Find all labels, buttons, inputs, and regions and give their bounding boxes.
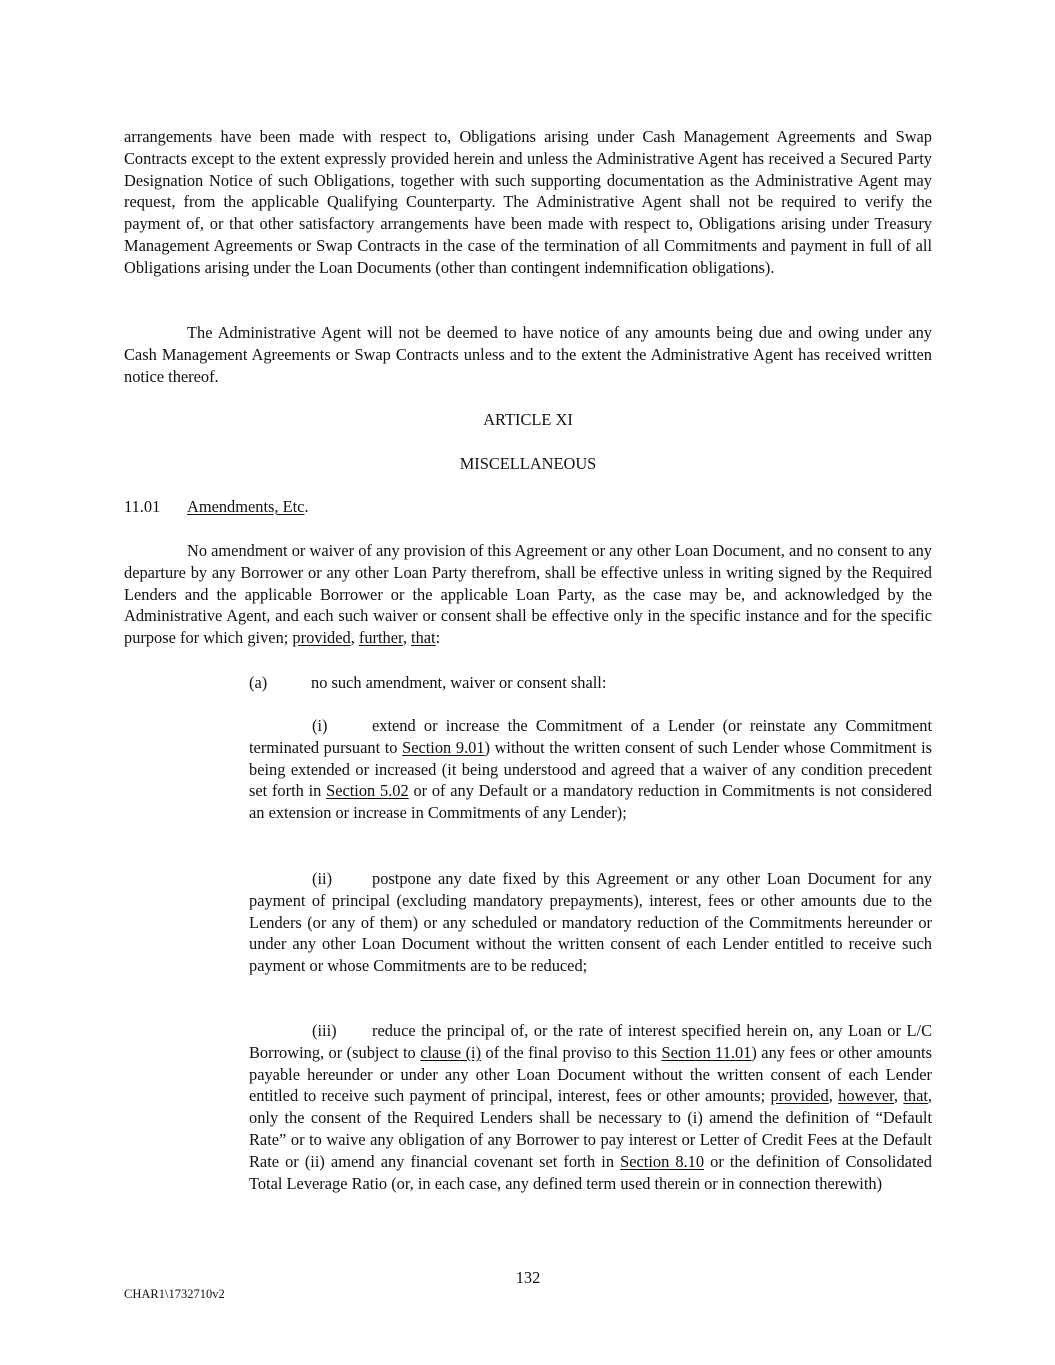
intro-text: No amendment or waiver of any provision of this Agreement or any other Loan Document, and no consent to any departure by any Borrower or any other Loan Party therefrom, shall be effective unless in writing signed by the Required Lenders and the applicable Borrower or the applicable Loan Party, as the case may be, and acknowledged by the Administrative Agent, and each such waiver or consent shall be effective only in the specific instance and for the specific purpose for which given; — [124, 541, 932, 648]
clause-i-ref-section-5-02: Section 5.02 — [326, 781, 409, 801]
article-title: MISCELLANEOUS — [459, 454, 597, 473]
footer-document-id: CHAR1\1732710v2 — [124, 1287, 225, 1301]
clause-i-ref-section-9-01: Section 9.01 — [402, 737, 485, 757]
clause-iii-ref-section-11-01: Section 11.01 — [661, 1042, 752, 1062]
clause-ii-label: (ii) — [312, 869, 333, 888]
clause-a-text: no such amendment, waiver or consent shall: — [311, 673, 607, 692]
clause-iii-comma-1: , — [828, 1086, 839, 1106]
clause-iii-text-5: or the definition of Consolidated Total Leverage Ratio (or, in each case, any defined term used therein or in connection therewith) — [249, 1151, 932, 1193]
clause-i-text-1: extend or increase the Commitment of a Lender (or reinstate any Commitment terminated pursuant to — [249, 716, 932, 757]
intro-comma-1: , — [350, 628, 359, 648]
clause-a — [249, 672, 606, 694]
section-number: 11.01 — [124, 497, 161, 516]
clause-iii-text-4: , only the consent of the Required Lenders shall be necessary to (i) amend the definition of “Default Rate” or to waive any obligation of any Borrower to pay interest or Letter of Credit Fees at the Default Rate or (ii) amend any financial covenant set forth in — [249, 1086, 933, 1171]
article-heading: ARTICLE XI — [483, 410, 573, 429]
paragraph-continuation: arrangements have been made with respect to, Obligations arising under Cash Management Agreements and Swap Contracts except to the extent expressly provided herein and unless the Administrative Agent has received a Secured Party Designation Notice of such Obligations, together with such supporting documentation as the Administrative Agent may request, from the applicable Qualifying Counterparty. The Administrative Agent shall not be required to verify the payment of, or that other satisfactory arrangements have been made with respect to, Obligations arising under Treasury Management Agreements or Swap Contracts in the case of the termination of all Commitments and payment in full of all Obligations arising under the Loan Documents (other than contingent indemnification obligations). — [124, 127, 932, 277]
paragraph-notice: The Administrative Agent will not be deemed to have notice of any amounts being due and owing under any Cash Management Agreements or Swap Contracts unless and to the extent the Administrative Agent has received written notice thereof. — [124, 323, 932, 386]
intro-comma-2: , — [402, 628, 412, 648]
intro-that: that — [411, 628, 436, 648]
section-title-period: . — [304, 497, 309, 516]
clause-iii-text-3: ) any fees or other amounts payable hereunder or under any other Loan Document without the written consent of each Lender entitled to receive such payment of principal, interest, fees or other amounts; — [249, 1042, 932, 1106]
clause-iii-label: (iii) — [312, 1021, 337, 1040]
clause-iii-however: however — [838, 1086, 894, 1106]
clause-iii-text-1: reduce the principal of, or the rate of interest specified herein on, any Loan or L/C Borrowing, or (subject to — [249, 1021, 932, 1062]
clause-i-label: (i) — [312, 716, 328, 735]
section-heading — [124, 496, 309, 518]
clause-iii-ref-clause-i: clause (i) — [420, 1042, 482, 1062]
clause-i-text-3: or of any Default or a mandatory reduction in Commitments is not considered an extension or increase in Commitments of any Lender); — [249, 781, 932, 823]
clause-ii-text: postpone any date fixed by this Agreement or any other Loan Document for any payment of principal (excluding mandatory prepayments), interest, fees or other amounts due to the Lenders (or any of them) or any scheduled or mandatory reduction of the Commitments hereunder or under any other Loan Document without the written consent of each Lender entitled to receive such payment or whose Commitments are to be reduced; — [249, 869, 932, 976]
section-title: Amendments, Etc — [187, 497, 305, 516]
paragraph-amendment-intro — [124, 540, 932, 649]
clause-iii-text-2: of the final proviso to this — [481, 1042, 662, 1062]
clause-iii-provided: provided — [770, 1086, 829, 1106]
page-number: 132 — [515, 1268, 541, 1287]
clause-iii-that: that — [903, 1086, 928, 1106]
clause-a-label: (a) — [249, 673, 268, 692]
clause-iii-comma-2: , — [893, 1086, 904, 1106]
clause-ii — [249, 868, 932, 977]
intro-colon: : — [435, 628, 441, 648]
clause-iii — [249, 1020, 932, 1194]
intro-provided: provided — [292, 628, 351, 648]
clause-i-text-2: ) without the written consent of such Lender whose Commitment is being extended or increased (it being understood and agreed that a waiver of any condition precedent set forth in — [249, 737, 932, 801]
intro-further: further — [358, 628, 403, 648]
clause-iii-ref-section-8-10: Section 8.10 — [620, 1151, 705, 1171]
clause-i — [249, 715, 932, 824]
